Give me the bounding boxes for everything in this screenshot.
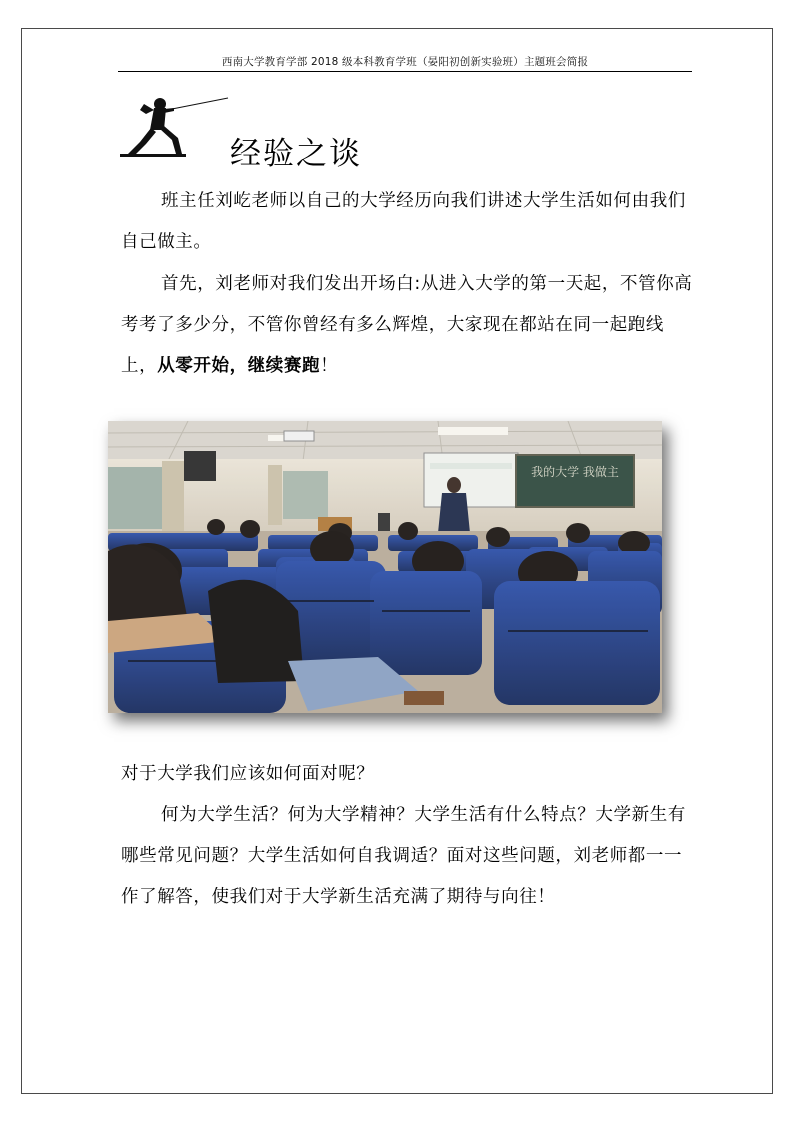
paragraph-opening-end: ！ [320,356,339,376]
fencer-icon [120,96,232,162]
section-title: 经验之谈 [230,136,362,172]
blackboard-text: 我的大学 我做主 [531,465,619,479]
header-rule [118,71,692,72]
paragraph-answers: 何为大学生活？何为大学精神？大学生活有什么特点？大学新生有哪些常见问题？大学生活如何自我调适？面对这些问题，刘老师都一一作了解答，使我们对于大学新生活充满了期待与向往！ [121,805,686,907]
paragraph-intro: 班主任刘屹老师以自己的大学经历向我们讲述大学生活如何由我们自己做主。 [121,191,686,252]
classroom-photo [108,421,662,713]
paragraph-opening-text: 首先，刘老师对我们发出开场白:从进入大学的第一天起，不管你高考考了多少分，不管你曾经有多么辉煌，大家现在都站在同一起跑线上， [121,274,693,376]
paragraph-opening [121,264,693,387]
paragraph-question: 对于大学我们应该如何面对呢？ [121,764,375,784]
running-header: 西南大学教育学部 2018 级本科教育学班（晏阳初创新实验班）主题班会简报 [221,56,589,68]
slogan-bold: 从零开始，继续赛跑 [157,356,321,376]
